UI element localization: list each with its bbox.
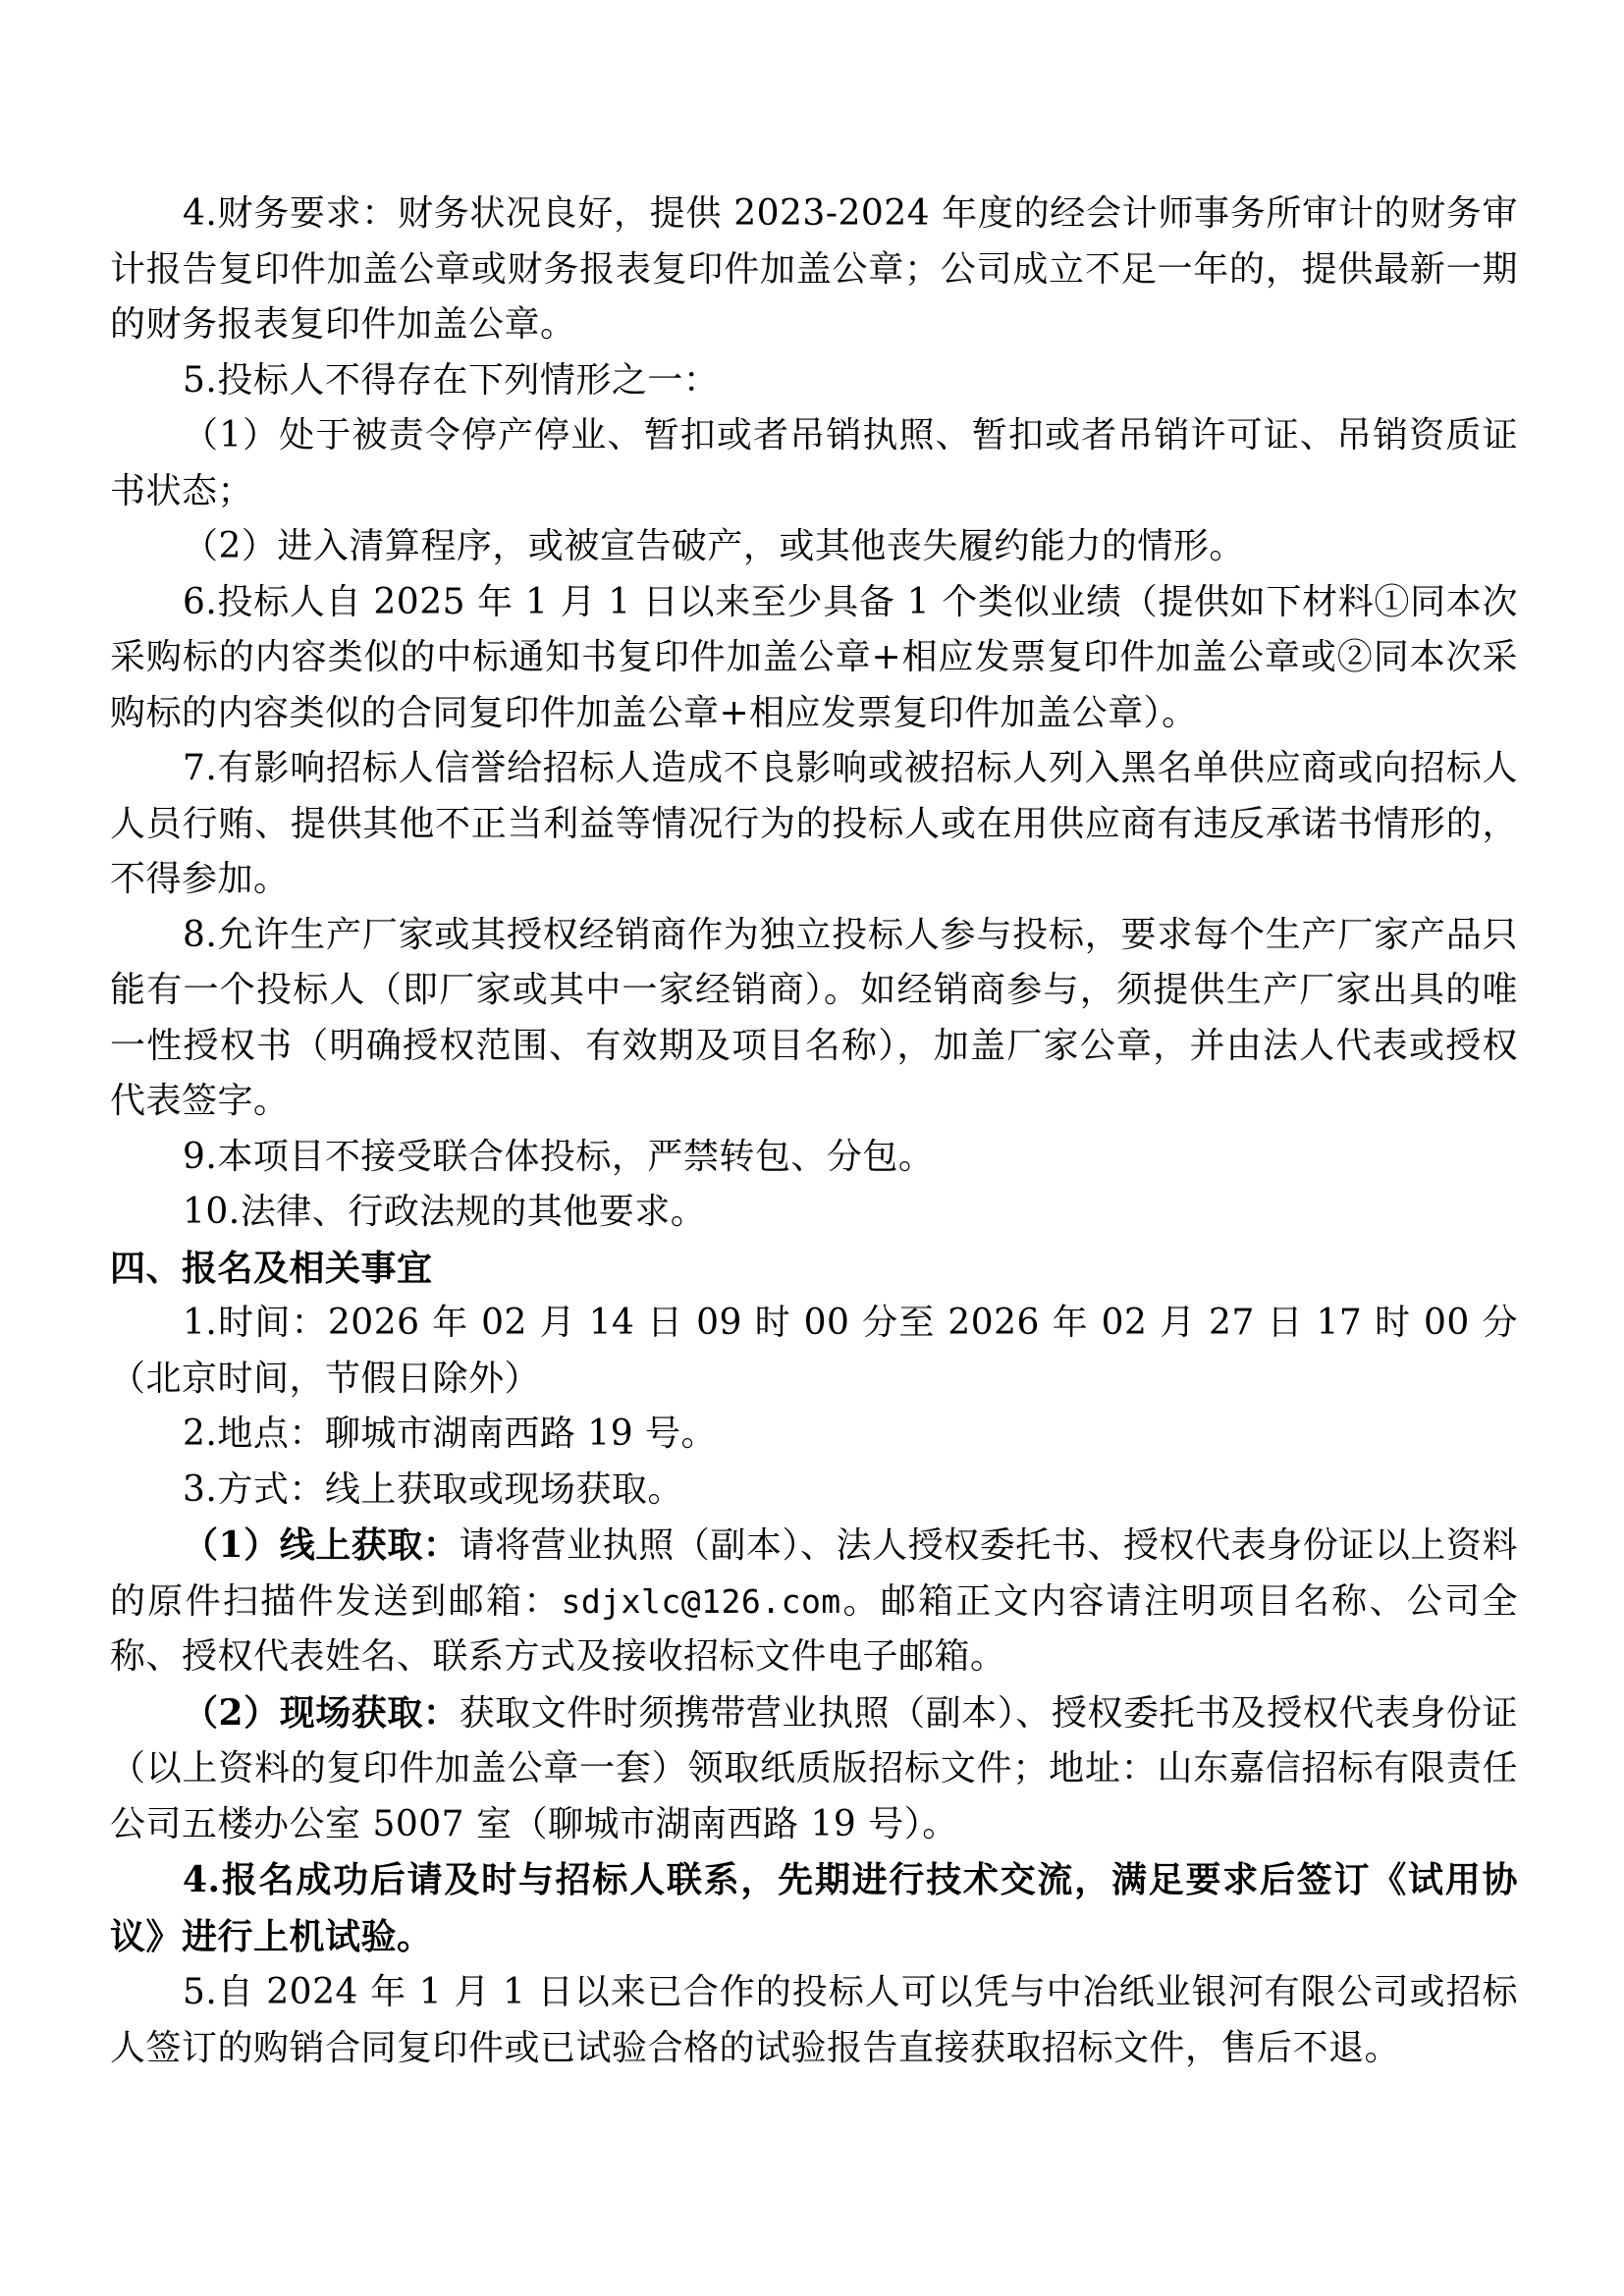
text-run: 3.方式：线上获取或现场获取。	[183, 1468, 683, 1510]
text-run: 10.法律、行政法规的其他要求。	[183, 1192, 707, 1232]
paragraph	[110, 1685, 1518, 1853]
paragraph	[110, 1518, 1518, 1685]
text-run: 获取文件时须携带营业执照（副本）、授权委托书及授权代表身份证（以上资料的复印件加盖公章一套）领取纸质版招标文件；地址：山东嘉信招标有限责任公司五楼办公室 5007 室（聊城市湖南西路 19 号）。	[110, 1692, 1518, 1844]
email-text: sdjxlc@126.com	[561, 1581, 841, 1621]
paragraph	[110, 519, 1518, 575]
text-run: （1）处于被责令停产停业、暂扣或者吊销执照、暂扣或者吊销许可证、吊销资质证书状态；	[110, 415, 1518, 511]
text-run: 9.本项目不接受联合体投标，严禁转包、分包。	[183, 1136, 935, 1177]
text-run: 6.投标人自 2025 年 1 月 1 日以来至少具备 1 个类似业绩（提供如下材料①同本次采购标的内容类似的中标通知书复印件加盖公章+相应发票复印件加盖公章或②同本次采购标的内容类似的合同复印件加盖公章+相应发票复印件加盖公章）。	[110, 581, 1518, 733]
text-run: 5.自 2024 年 1 月 1 日以来已合作的投标人可以凭与中冶纸业银河有限公司或招标人签订的购销合同复印件或已试验合格的试验报告直接获取招标文件，售后不退。	[110, 1972, 1518, 2068]
text-run: 1.时间：2026 年 02 月 14 日 09 时 00 分至 2026 年 02 月 27 日 17 时 00 分（北京时间，节假日除外）	[110, 1303, 1518, 1399]
paragraph	[110, 908, 1518, 1130]
paragraph	[110, 353, 1518, 409]
paragraph	[110, 1185, 1518, 1241]
text-run: 4.财务要求：财务状况良好，提供 2023-2024 年度的经会计师事务所审计的财务审计报告复印件加盖公章或财务报表复印件加盖公章；公司成立不足一年的，提供最新一期的财务报表复印件加盖公章。	[110, 193, 1518, 345]
document-body	[110, 187, 1518, 2076]
paragraph	[110, 1463, 1518, 1519]
text-run: 4.报名成功后请及时与招标人联系，先期进行技术交流，满足要求后签订《试用协议》进行上机试验。	[110, 1859, 1518, 1957]
text-run: （2）进入清算程序，或被宣告破产，或其他丧失履约能力的情形。	[183, 526, 1245, 566]
paragraph	[110, 1965, 1518, 2076]
paragraph	[110, 408, 1518, 519]
text-run: 。邮箱正文内容请注明项目名称、公司全称、授权代表姓名、联系方式及接收招标文件电子邮箱。	[110, 1580, 1518, 1677]
paragraph	[110, 187, 1518, 353]
text-run: （1）线上获取：	[183, 1524, 460, 1566]
paragraph	[110, 1296, 1518, 1407]
text-run: 请将营业执照（副本）、法人授权委托书、授权代表身份证以上资料的原件扫描件发送到邮箱：	[110, 1525, 1518, 1622]
text-run: 2.地点：聊城市湖南西路 19 号。	[183, 1414, 718, 1454]
paragraph	[110, 1407, 1518, 1463]
text-run: 8.允许生产厂家或其授权经销商作为独立投标人参与投标，要求每个生产厂家产品只能有一个投标人（即厂家或其中一家经销商）。如经销商参与，须提供生产厂家出具的唯一性授权书（明确授权范围、有效期及项目名称），加盖厂家公章，并由法人代表或授权代表签字。	[110, 914, 1518, 1121]
text-run: （2）现场获取：	[183, 1691, 460, 1734]
paragraph	[110, 575, 1518, 742]
paragraph	[110, 741, 1518, 908]
section-heading	[110, 1241, 1518, 1297]
text-run: 四、报名及相关事宜	[110, 1247, 433, 1289]
paragraph	[110, 1852, 1518, 1965]
paragraph	[110, 1130, 1518, 1186]
text-run: 5.投标人不得存在下列情形之一：	[183, 359, 720, 400]
text-run: 7.有影响招标人信誉给招标人造成不良影响或被招标人列入黑名单供应商或向招标人人员行贿、提供其他不正当利益等情况行为的投标人或在用供应商有违反承诺书情形的，不得参加。	[110, 748, 1518, 899]
